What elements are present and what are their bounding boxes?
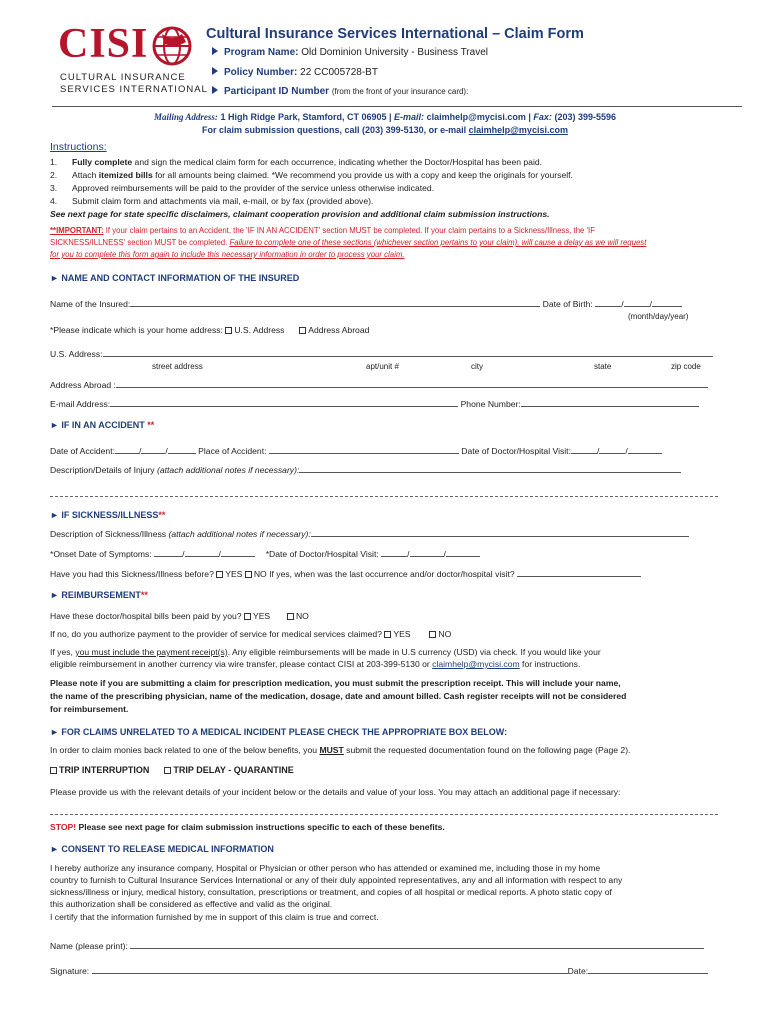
reimbursement-email-link[interactable]: claimhelp@mycisi.com <box>432 659 520 669</box>
accident-stars: ** <box>147 420 155 430</box>
item-bold: itemized bills <box>98 170 153 180</box>
sickness-desc-note: (attach additional notes if necessary): <box>168 529 311 539</box>
item-number: 3. <box>50 183 58 193</box>
accident-place-field[interactable] <box>269 446 459 454</box>
sickness-visit-label: *Date of Doctor/Hospital Visit: <box>265 549 379 559</box>
important-line-1 <box>50 226 720 236</box>
questions-text: For claim submission questions, call (203) 399-5130, or e-mail <box>202 125 467 135</box>
onset-year-field[interactable] <box>221 549 255 557</box>
address-abroad-option: Address Abroad <box>308 325 370 335</box>
triangle-bullet-icon <box>212 47 218 55</box>
reimbursement-heading-text: ► REIMBURSEMENT <box>50 590 141 600</box>
dob-month-field[interactable] <box>595 299 621 307</box>
consent-paragraph-1: I hereby authorize any insurance company, Hospital or Physician or other person who has attended or examined me, including those in my home <box>50 863 601 873</box>
incident-details-line[interactable] <box>50 814 718 815</box>
questions-email-link[interactable]: claimhelp@mycisi.com <box>468 125 568 135</box>
insured-name-label: Name of the Insured: <box>50 299 131 309</box>
us-address-checkbox[interactable] <box>225 327 232 334</box>
no-label: NO <box>438 629 452 639</box>
accident-date-label: Date of Accident: <box>50 446 115 456</box>
sickness-before-label: Have you had this Sickness/Illness before? <box>50 569 214 579</box>
accident-month-field[interactable] <box>115 446 139 454</box>
signature-date-field[interactable] <box>588 966 708 974</box>
section-insured-heading: ► NAME AND CONTACT INFORMATION OF THE INSURED <box>50 273 300 283</box>
section-unrelated-heading: ► FOR CLAIMS UNRELATED TO A MEDICAL INCIDENT PLEASE CHECK THE APPROPRIATE BOX BELOW: <box>50 727 508 737</box>
section-accident-heading <box>50 420 720 431</box>
dob-label: Date of Birth: <box>542 299 593 309</box>
phone-field[interactable] <box>521 399 699 407</box>
unrelated-text-pre: In order to claim monies back related to one of the below benefits, you <box>50 745 320 755</box>
participant-id-label: Participant ID Number <box>224 86 330 97</box>
no-label: NO <box>253 569 267 579</box>
important-text-4: for you to complete this form again to include this necessary information in order to process your claim. <box>50 250 405 259</box>
sub-apt: apt/unit # <box>366 362 399 371</box>
sickness-heading-text: ► IF SICKNESS/ILLNESS <box>50 510 159 520</box>
sub-city: city <box>471 362 483 371</box>
bills-paid-label: Have these doctor/hospital bills been paid by you? <box>50 611 242 621</box>
important-label: **IMPORTANT: <box>50 226 104 235</box>
onset-date-row: *Onset Date of Symptoms: / / *Date of Doctor/Hospital Visit: / / <box>50 549 720 560</box>
benefit-options-row <box>50 765 720 776</box>
sickness-visit-year[interactable] <box>446 549 480 557</box>
dob-day-field[interactable] <box>624 299 650 307</box>
sickness-before-row <box>50 569 720 580</box>
important-text-1: If your claim pertains to an Accident, the 'IF IN AN ACCIDENT' section MUST be completed. If your claim pertains to a Sickness/Illness, the 'IF <box>103 226 595 235</box>
phone-label: Phone Number: <box>460 399 521 409</box>
home-address-prompt-row <box>50 325 720 336</box>
authorize-label: If no, do you authorize payment to the provider of service for medical services claimed? <box>50 629 382 639</box>
questions-line <box>0 125 770 136</box>
bills-paid-yes-checkbox[interactable] <box>244 613 251 620</box>
policy-number-label: Policy Number: <box>224 67 298 78</box>
header-divider <box>52 106 742 107</box>
address-abroad-row <box>50 380 720 391</box>
injury-desc-label: Description/Details of Injury <box>50 465 155 475</box>
consent-paragraph-4: this authorization shall be considered as effective and valid as the original. <box>50 899 333 909</box>
prescription-note-3: for reimbursement. <box>50 704 129 714</box>
trip-delay-checkbox[interactable] <box>164 767 171 774</box>
authorize-payment-row <box>50 629 720 640</box>
mailing-address <box>0 112 770 123</box>
last-occurrence-field[interactable] <box>517 569 641 577</box>
sickness-stars: ** <box>158 510 166 520</box>
sickness-visit-month[interactable] <box>381 549 407 557</box>
triangle-bullet-icon <box>212 67 218 75</box>
injury-desc-note: (attach additional notes if necessary): <box>157 465 300 475</box>
item-number: 4. <box>50 196 58 206</box>
program-name-label: Program Name: <box>224 47 299 58</box>
logo-wordmark: CISI <box>58 21 149 67</box>
address-abroad-checkbox[interactable] <box>299 327 306 334</box>
address-abroad-label: Address Abroad : <box>50 380 116 390</box>
reimbursement-stars: ** <box>140 590 148 600</box>
accident-year-field[interactable] <box>168 446 196 454</box>
onset-month-field[interactable] <box>154 549 182 557</box>
if-yes-text-3: for instructions. <box>519 659 581 669</box>
dob-format: (month/day/year) <box>628 312 689 321</box>
fax-number: (203) 399-5596 <box>554 112 616 122</box>
accident-date-row: Date of Accident: / / Place of Accident: Date of Doctor/Hospital Visit: / / <box>50 446 720 457</box>
onset-day-field[interactable] <box>185 549 219 557</box>
authorize-no-checkbox[interactable] <box>429 631 436 638</box>
fax-label: Fax: <box>533 112 552 122</box>
instructions-heading-text: Instructions: <box>50 141 107 153</box>
us-address-option: U.S. Address <box>234 325 285 335</box>
if-yes-receipt-line-2 <box>50 659 720 670</box>
item-text: Approved reimbursements will be paid to the provider of the service unless otherwise indicated. <box>72 183 435 193</box>
consent-paragraph-2: country to furnish to Cultural Insurance Services International or any of their duly appointed representatives, any and all information with respect to any <box>50 875 623 885</box>
item-text: and sign the medical claim form for each occurrence, indicating whether the Doctor/Hospital has been paid. <box>132 157 543 167</box>
consent-certify: I certify that the information furnished by me in support of this claim is true and correct. <box>50 912 379 922</box>
item-number: 2. <box>50 170 58 180</box>
visit-day-field[interactable] <box>599 446 625 454</box>
prescription-note-2: the name of the prescribing physician, name of the medication, dosage, date and amount billed. Cash register receipts will not be considered <box>50 691 627 701</box>
print-name-row <box>50 941 720 952</box>
see-next-page-note: See next page for state specific disclaimers, claimant cooperation provision and additional claim submission instructions. <box>50 209 550 219</box>
incident-details-prompt: Please provide us with the relevant details of your incident below or the details and value of your loss. You may attach an additional page if necessary: <box>50 787 621 797</box>
bills-paid-row <box>50 611 720 622</box>
important-line-2 <box>50 238 720 248</box>
policy-number-value: 22 CC005728-BT <box>300 67 378 78</box>
accident-heading-text: ► IF IN AN ACCIDENT <box>50 420 145 430</box>
trip-delay-label: TRIP DELAY - QUARANTINE <box>173 765 294 775</box>
unrelated-text-post: submit the requested documentation found on the following page (Page 2). <box>343 745 631 755</box>
instruction-item-4 <box>50 196 720 207</box>
item-pre: Attach <box>72 170 99 180</box>
triangle-bullet-icon <box>212 86 218 94</box>
if-yes-receipt-line-1 <box>50 647 720 658</box>
globe-icon <box>152 26 192 66</box>
program-name-row <box>212 47 488 60</box>
cisi-logo <box>58 21 208 98</box>
if-yes-receipt-underlined: you must include the payment receipt(s) <box>75 647 228 657</box>
sickness-if-yes-label: If yes, when was the last occurrence and/or doctor/hospital visit? <box>269 569 515 579</box>
participant-id-row[interactable] <box>212 86 468 99</box>
accident-day-field[interactable] <box>141 446 165 454</box>
email-field[interactable] <box>110 399 458 407</box>
sub-state: state <box>594 362 612 371</box>
mailing-email: claimhelp@mycisi.com | <box>426 112 531 122</box>
logo-subtitle-2: SERVICES INTERNATIONAL <box>60 84 208 95</box>
us-address-field[interactable] <box>103 349 713 357</box>
onset-label: *Onset Date of Symptoms: <box>50 549 152 559</box>
visit-year-field[interactable] <box>628 446 662 454</box>
instructions-heading <box>50 141 720 154</box>
mailing-label: Mailing Address: <box>153 112 218 122</box>
visit-month-field[interactable] <box>571 446 597 454</box>
home-address-prompt: *Please indicate which is your home address: <box>50 325 223 335</box>
prescription-note-1: Please note if you are submitting a claim for prescription medication, you must submit the prescription receipt. This will include your name, <box>50 678 621 688</box>
bills-paid-no-checkbox[interactable] <box>287 613 294 620</box>
instruction-item-2 <box>50 170 720 181</box>
participant-id-note: (from the front of your insurance card): <box>331 87 469 96</box>
item-number: 1. <box>50 157 58 167</box>
stop-note <box>50 822 720 833</box>
sub-street: street address <box>152 362 203 371</box>
yes-label: YES <box>252 611 271 621</box>
sub-zip: zip code <box>671 362 701 371</box>
accident-visit-label: Date of Doctor/Hospital Visit: <box>461 446 571 456</box>
insured-name-field[interactable] <box>130 299 540 307</box>
no-label: NO <box>295 611 309 621</box>
email-label: E-mail: <box>394 112 425 122</box>
if-yes-text: . Any eligible reimbursements will be made in U.S currency (USD) via check. If you would like your <box>227 647 601 657</box>
important-text-2: SICKNESS/ILLNESS' section MUST be completed. <box>50 238 228 247</box>
form-title: Cultural Insurance Services International – Claim Form <box>206 26 584 42</box>
print-name-label: Name (please print): <box>50 941 128 951</box>
if-yes-pre: If yes, <box>50 647 76 657</box>
consent-paragraph-3: sickness/illness or injury, medical history, consultation, prescriptions or treatment, and copies of all hospital or medical reports. A photo static copy of <box>50 887 612 897</box>
yes-label: YES <box>393 629 411 639</box>
unrelated-instructions <box>50 745 720 756</box>
important-text-3: Failure to complete one of these sections (whichever section pertains to your claim), will cause a delay as we will request <box>229 238 647 247</box>
signature-field[interactable] <box>92 966 568 974</box>
signature-row <box>50 966 720 977</box>
section-reimbursement-heading <box>50 590 720 601</box>
dob-year-field[interactable] <box>652 299 682 307</box>
insured-name-row: Name of the Insured: Date of Birth: / / <box>50 299 720 310</box>
trip-interruption-label: TRIP INTERRUPTION <box>59 765 150 775</box>
signature-date-label: Date: <box>567 966 589 976</box>
sickness-desc-label: Description of Sickness/Illness <box>50 529 167 539</box>
accident-place-label: Place of Accident: <box>198 446 267 456</box>
must-emphasis: MUST <box>319 745 344 755</box>
stop-label: STOP! <box>50 822 77 832</box>
injury-description-field[interactable] <box>299 465 681 473</box>
section-sickness-heading <box>50 510 720 521</box>
policy-number-row <box>212 67 378 80</box>
item-text: Submit claim form and attachments via mail, e-mail, or by fax (provided above). <box>72 196 374 206</box>
injury-description-line-2[interactable] <box>50 496 718 497</box>
email-label: E-mail Address: <box>50 399 111 409</box>
yes-label: YES <box>225 569 243 579</box>
us-address-row <box>50 349 720 360</box>
if-yes-text-2: eligible reimbursement in another currency via wire transfer, please contact CISI at 203-399-5130 or <box>50 659 430 669</box>
address-abroad-field[interactable] <box>116 380 708 388</box>
email-phone-row <box>50 399 720 410</box>
authorize-yes-checkbox[interactable] <box>384 631 391 638</box>
sickness-description-field[interactable] <box>311 529 689 537</box>
section-consent-heading: ► CONSENT TO RELEASE MEDICAL INFORMATION <box>50 844 274 854</box>
sickness-before-yes-checkbox[interactable] <box>216 571 223 578</box>
signature-label: Signature: <box>50 966 90 976</box>
us-address-label: U.S. Address: <box>50 349 103 359</box>
sickness-before-no-checkbox[interactable] <box>245 571 252 578</box>
item-bold: Fully complete <box>72 157 133 167</box>
sickness-description-row <box>50 529 720 540</box>
program-name-value: Old Dominion University - Business Travel <box>301 47 488 58</box>
injury-description-row <box>50 465 720 476</box>
sickness-visit-day[interactable] <box>410 549 444 557</box>
mailing-address-text: 1 High Ridge Park, Stamford, CT 06905 | <box>220 112 392 122</box>
trip-interruption-checkbox[interactable] <box>50 767 57 774</box>
instruction-item-1 <box>50 157 720 168</box>
logo-subtitle-1: CULTURAL INSURANCE <box>60 72 186 83</box>
important-line-3 <box>50 250 720 260</box>
item-text: for all amounts being claimed. *We recommend you provide us with a copy and keep the originals for yourself. <box>152 170 573 180</box>
print-name-field[interactable] <box>130 941 704 949</box>
instruction-item-3 <box>50 183 720 194</box>
stop-text: Please see next page for claim submission instructions specific to each of these benefits. <box>76 822 445 832</box>
